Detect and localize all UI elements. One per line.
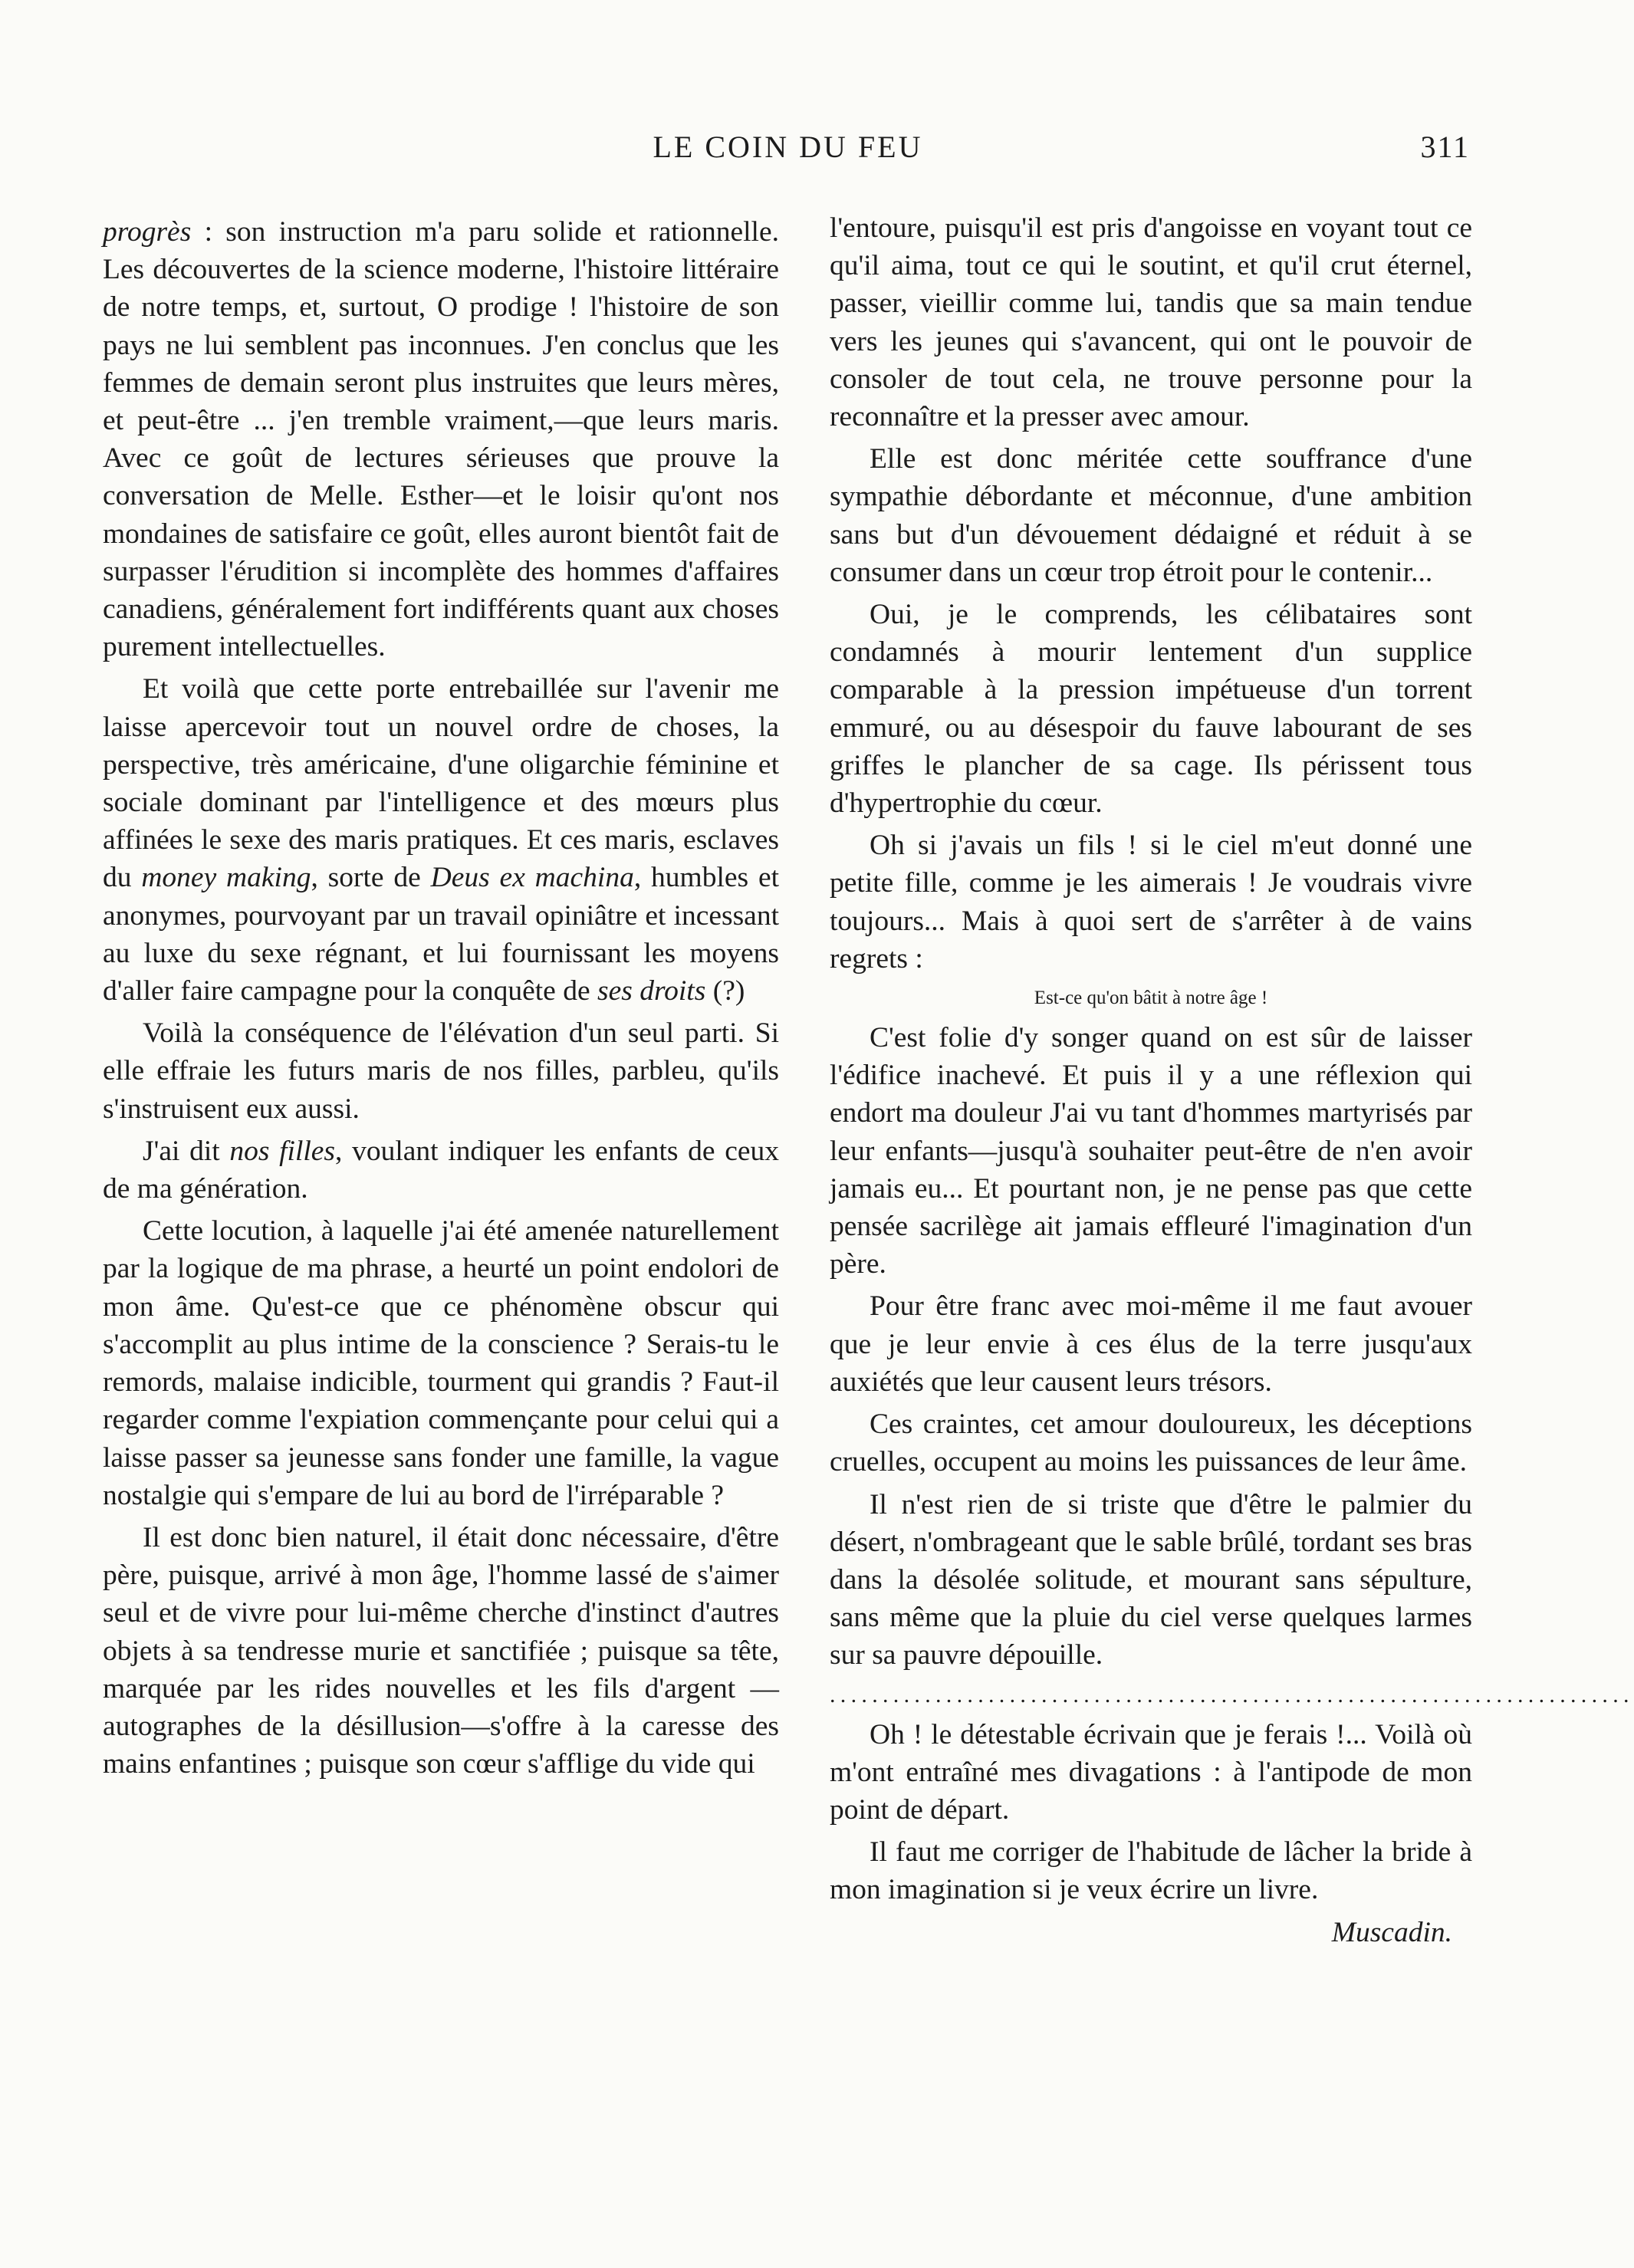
italic-text: Deus ex machina xyxy=(430,862,634,894)
paragraph-text: , sorte de xyxy=(311,862,431,894)
dotted-separator: ............................................................................ xyxy=(830,1681,1634,1708)
page-header xyxy=(0,129,1576,175)
paragraph-text: Et voilà que cette porte entrebaillée sur l'avenir me laisse apercevoir tout un nouvel ordre de choses, la perspective, très américaine, d'une oligarchie féminine et sociale dominant par l'intelligence et des mœurs plus affinées le sexe des maris pratiques. Et ces maris, esclaves du xyxy=(103,673,779,894)
paragraph-text: , humbles et anonymes, pourvoyant par un travail opiniâtre et incessant au luxe du sexe régnant, et lui fournissant les moyens d'aller faire campagne pour la conquête de xyxy=(103,862,780,1007)
paragraph: Il faut me corriger de l'habitude de lâcher la bride à mon imagination si je veux écrire un livre. xyxy=(830,1836,1472,1906)
paragraph: Cette locution, à laquelle j'ai été amenée naturellement par la logique de ma phrase, a heurté un point endolori de mon âme. Qu'est-ce que ce phénomène obscur qui s'accomplit au plus intime de la conscience ? Serais-tu le remords, malaise indicible, tourment qui grandis ? Faut-il regarder comme l'expiation commençante pour celui qui a laisse passer sa jeunesse sans fonder une famille, la vague nostalgie qui s'empare de lui au bord de l'irréparable ? xyxy=(103,1215,779,1511)
italic-text: nos filles xyxy=(229,1135,336,1167)
author-signature: Muscadin. xyxy=(1331,1916,1452,1948)
paragraph: Voilà la conséquence de l'élévation d'un seul parti. Si elle effraie les futurs maris de nos filles, parbleu, qu'ils s'instruisent eux aussi. xyxy=(103,1017,779,1125)
running-title: LE COIN DU FEU xyxy=(653,130,923,164)
paragraph: Ces craintes, cet amour douloureux, les déceptions cruelles, occupent au moins les puissances de leur âme. xyxy=(830,1408,1472,1478)
italic-text: money making xyxy=(141,862,311,894)
paragraph xyxy=(103,213,779,666)
paragraph xyxy=(103,670,779,1010)
paragraph: l'entoure, puisqu'il est pris d'angoisse en voyant tout ce qu'il aima, tout ce qui le soutint, et qu'il crut éternel, passer, vieillir comme lui, tandis que sa main tendue vers les jeunes qui s'avancent, qui ont le pouvoir de consoler de tout cela, ne trouve personne pour la reconnaître et la presser avec amour. xyxy=(830,212,1472,433)
paragraph-text: : son instruction m'a paru solide et rationnelle. Les découvertes de la science moderne, l'histoire littéraire de notre temps, et, surtout, O prodige ! l'histoire de son pays ne lui semblent pas inconnues. J'en conclus que les femmes de demain seront plus instruites que leurs mères, et peut-être ... j'en tremble vraiment,—que leurs maris. Avec ce goût de lectures sérieuses que prouve la conversation de Melle. Esther—et le loisir qu'ont nos mondaines de satisfaire ce goût, elles auront bientôt fait de surpasser l'érudition si incomplète des hommes d'affaires canadiens, généralement fort indifférents quant aux choses purement intellectuelles. xyxy=(103,216,779,663)
paragraph-text: (?) xyxy=(705,975,745,1007)
right-column xyxy=(830,209,1634,1951)
paragraph xyxy=(103,1132,779,1208)
verse-quote: Est-ce qu'on bâtit à notre âge ! xyxy=(1034,988,1268,1009)
paragraph: Oui, je le comprends, les célibataires sont condamnés à mourir lentement d'un supplice comparable à la pression impétueuse d'un torrent emmuré, ou au désespoir du fauve labourant de ses griffes le plancher de sa cage. Ils périssent tous d'hypertrophie du cœur. xyxy=(830,599,1472,820)
paragraph: Oh ! le détestable écrivain que je ferais !... Voilà où m'ont entraîné mes divagations : à l'antipode de mon point de départ. xyxy=(830,1718,1472,1826)
paragraph-text: J'ai dit xyxy=(143,1135,230,1167)
italic-text: ses droits xyxy=(597,975,706,1007)
page-number: 311 xyxy=(1420,130,1470,164)
paragraph: Il est donc bien naturel, il était donc nécessaire, d'être père, puisque, arrivé à mon âge, l'homme lassé de s'aimer seul et de vivre pour lui-même cherche d'instinct d'autres objets à sa tendresse murie et sanctifiée ; puisque sa tête, marquée par les rides nouvelles et les fils d'argent — autographes de la désillusion—s'offre à la caresse des mains enfantines ; puisque son cœur s'afflige du vide qui xyxy=(103,1521,779,1780)
left-column xyxy=(103,213,779,1783)
paragraph: C'est folie d'y songer quand on est sûr de laisser l'édifice inachevé. Et puis il y a une réflexion qui endort ma douleur J'ai vu tant d'hommes martyrisés par leur enfants—jusqu'à souhaiter peut-être de n'en avoir jamais eu... Et pourtant non, je ne pense pas que cette pensée sacrilège ait jamais effleuré l'imagination d'un père. xyxy=(830,1022,1472,1280)
paragraph: Oh si j'avais un fils ! si le ciel m'eut donné une petite fille, comme je les aimerais ! Je voudrais vivre toujours... Mais à quoi sert de s'arrêter à de vains regrets : xyxy=(830,830,1472,975)
paragraph-text: , voulant indiquer les enfants de ceux de ma génération. xyxy=(103,1135,779,1205)
paragraph: Il n'est rien de si triste que d'être le palmier du désert, n'ombrageant que le sable brûlé, tordant ses bras dans la désolée solitude, et mourant sans sépulture, sans même que la pluie du ciel verse quelques larmes sur sa pauvre dépouille. xyxy=(830,1488,1472,1671)
paragraph: Elle est donc méritée cette souffrance d'une sympathie débordante et méconnue, d'une ambition sans but d'un dévouement dédaigné et réduit à se consumer dans un cœur trop étroit pour le contenir... xyxy=(830,443,1472,588)
italic-text: progrès xyxy=(103,216,192,248)
paragraph: Pour être franc avec moi-même il me faut avouer que je leur envie à ces élus de la terre jusqu'aux auxiétés que leur causent leurs trésors. xyxy=(830,1290,1472,1398)
